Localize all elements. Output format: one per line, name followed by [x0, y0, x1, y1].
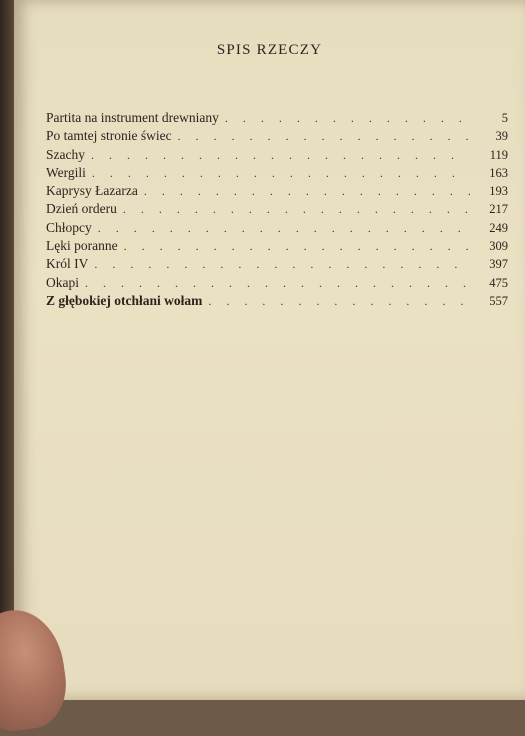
toc-entry-page: 193 — [489, 184, 508, 199]
toc-entry — [46, 275, 508, 293]
toc-entry-title: Z głębokiej otchłani wołam — [46, 292, 203, 308]
toc-entry — [46, 147, 508, 165]
dot-leader — [94, 257, 470, 272]
dot-leader — [124, 239, 470, 254]
toc-entry-title: Wergili — [46, 164, 86, 180]
toc-entry — [46, 165, 508, 183]
dot-leader — [85, 276, 470, 291]
dot-leader — [92, 166, 470, 181]
toc-entry-page: 39 — [495, 129, 508, 144]
dot-leader — [178, 129, 470, 144]
toc-entry-page: 217 — [489, 202, 508, 217]
toc-entry-page: 119 — [489, 147, 508, 162]
dot-leader — [91, 148, 470, 163]
toc-entry-title: Lęki poranne — [46, 238, 118, 254]
toc-entry — [46, 256, 508, 274]
toc-entry-title: Dzień orderu — [46, 201, 117, 217]
book-page — [14, 0, 525, 700]
dot-leader — [144, 184, 470, 199]
toc-entry — [46, 183, 508, 201]
toc-entry-title: Chłopcy — [46, 219, 92, 235]
toc-entry-page: 5 — [501, 111, 508, 125]
toc-entry-title: Okapi — [46, 274, 79, 290]
toc-entry-title: Szachy — [46, 146, 85, 162]
toc-entry — [46, 293, 508, 311]
toc-entry — [46, 238, 508, 256]
toc-entry — [46, 220, 508, 238]
dot-leader — [225, 111, 470, 126]
toc-entry-page: 475 — [489, 275, 508, 290]
toc-entry-title: Partita na instrument drewniany — [46, 110, 219, 125]
toc-entry-page: 557 — [489, 293, 508, 308]
dot-leader — [98, 221, 470, 236]
toc-entry-page: 309 — [489, 239, 508, 254]
toc-entry-page: 163 — [489, 165, 508, 180]
toc-entry-page: 249 — [489, 220, 508, 235]
page-title: SPIS RZECZY — [216, 42, 323, 58]
toc-entry-title: Kaprysy Łazarza — [46, 183, 138, 199]
toc-entry — [46, 128, 508, 146]
toc-entry-page: 397 — [489, 257, 508, 272]
dot-leader — [123, 202, 470, 217]
toc-entry — [46, 201, 508, 219]
table-of-contents — [46, 110, 508, 311]
toc-entry-title: Król IV — [46, 256, 89, 272]
toc-entry — [46, 110, 508, 128]
toc-entry-title: Po tamtej stronie świec — [46, 128, 172, 144]
dot-leader — [208, 294, 470, 309]
